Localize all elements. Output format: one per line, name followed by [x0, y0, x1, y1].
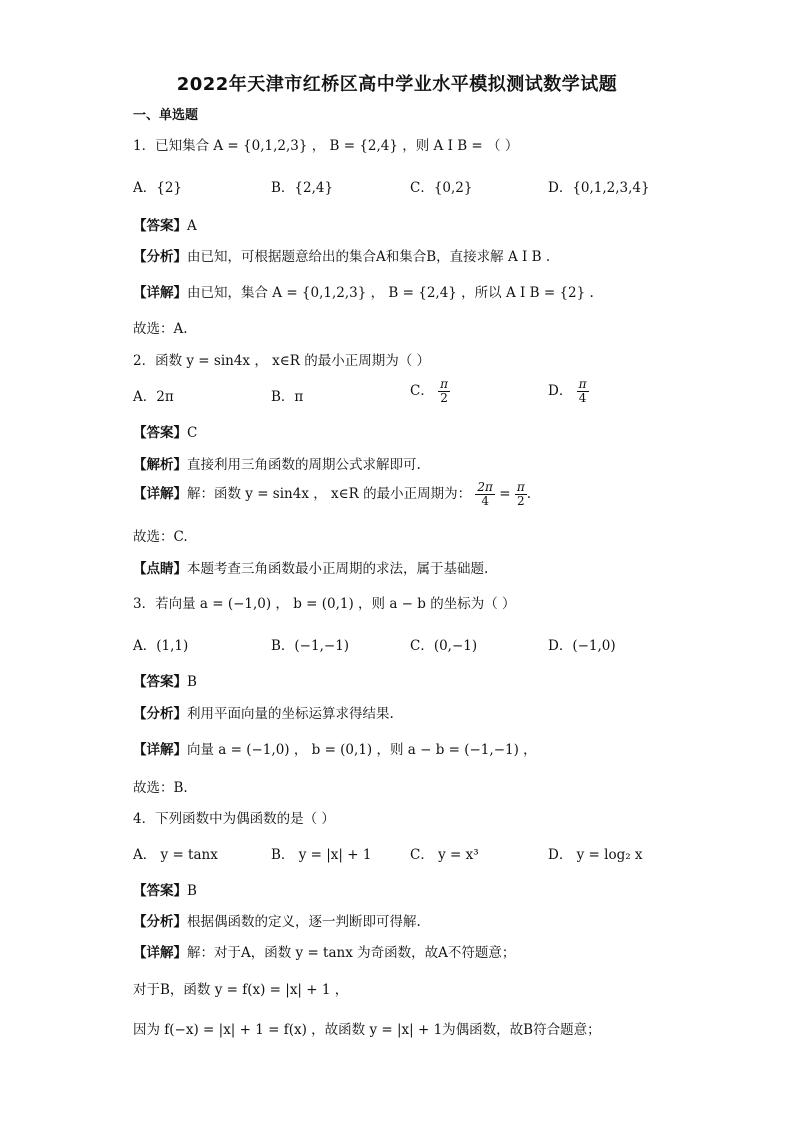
- answer-tag: 【答案】: [133, 674, 187, 690]
- answer-value: B: [187, 883, 197, 899]
- q3-option-c: C．(0,−1): [410, 638, 478, 654]
- analysis-tag: 【分析】: [133, 706, 187, 722]
- detail-text: 解：对于A，函数 y = tanx 为奇函数，故A不符题意；: [187, 945, 516, 961]
- q3-option-a: A．(1,1): [133, 638, 189, 654]
- fraction-numerator: π: [578, 377, 587, 391]
- q2-stem: 2．函数 y = sin4x ， x∈R 的最小正周期为（ ）: [133, 353, 430, 369]
- fraction-denominator: 4: [578, 391, 587, 406]
- period: .: [526, 486, 532, 503]
- fraction: [475, 481, 495, 508]
- analysis-tag: 【分析】: [133, 249, 187, 265]
- analysis-text: 根据偶函数的定义，逐一判断即可得解.: [187, 914, 421, 930]
- q1-option-c: C．{0,2}: [410, 180, 473, 196]
- analysis-tag: 【解析】: [133, 457, 187, 473]
- q2-option-d: [548, 378, 589, 405]
- option-label: C．: [410, 383, 434, 400]
- q2-comment: [133, 557, 488, 577]
- q4-option-d: D． y = log₂ x: [548, 847, 643, 863]
- comment-text: 本题考查三角函数最小正周期的求法，属于基础题.: [187, 561, 489, 577]
- option-label: D．: [548, 383, 573, 400]
- q2-answer: [133, 421, 197, 441]
- q4-detail: [133, 941, 515, 961]
- detail-tag: 【详解】: [133, 945, 187, 961]
- document-title: 2022年天津市红桥区高中学业水平模拟测试数学试题: [176, 74, 618, 95]
- equals-sign: =: [499, 486, 511, 503]
- fraction: [515, 481, 527, 508]
- q4-option-a: A． y = tanx: [133, 847, 218, 863]
- fraction-denominator: 2: [516, 494, 525, 509]
- q3-option-d: D．(−1,0): [548, 638, 616, 654]
- q2-option-c: [410, 378, 450, 405]
- q4-option-c: C． y = x³: [410, 847, 479, 863]
- detail-text: 由已知，集合 A = {0,1,2,3} ， B = {2,4} ，所以 A I B = {2} .: [187, 285, 594, 301]
- q1-option-a: A．{2}: [133, 180, 183, 196]
- answer-tag: 【答案】: [133, 883, 187, 899]
- fraction-denominator: 2: [440, 391, 448, 406]
- analysis-text: 利用平面向量的坐标运算求得结果.: [187, 706, 394, 722]
- q3-stem: 3．若向量 a = (−1,0) ， b = (0,1) ，则 a − b 的坐标为（ ）: [133, 596, 516, 612]
- detail-tag: 【详解】: [133, 742, 187, 758]
- fraction-numerator: π: [516, 480, 525, 494]
- q1-stem: 1．已知集合 A = {0,1,2,3} ， B = {2,4} ，则 A I B = （ ）: [133, 138, 519, 154]
- analysis-tag: 【分析】: [133, 914, 187, 930]
- fraction: [577, 378, 589, 405]
- q3-choice: 故选：B.: [133, 780, 188, 796]
- answer-value: B: [187, 674, 197, 690]
- detail-tag: 【详解】: [133, 285, 187, 301]
- analysis-text: 由已知，可根据题意给出的集合A和集合B，直接求解 A I B .: [187, 249, 551, 265]
- q1-option-b: B．{2,4}: [271, 180, 334, 196]
- answer-tag: 【答案】: [133, 425, 187, 441]
- comment-tag: 【点睛】: [133, 561, 187, 577]
- fraction: [438, 378, 450, 405]
- detail-text: 解：函数 y = sin4x ， x∈R 的最小正周期为：: [187, 486, 472, 503]
- answer-tag: 【答案】: [133, 218, 187, 234]
- q2-detail: [133, 481, 531, 508]
- q3-detail: [133, 738, 537, 758]
- fraction-numerator: π: [440, 377, 449, 391]
- q3-answer: [133, 670, 197, 690]
- answer-value: A: [187, 218, 197, 234]
- answer-value: C: [187, 425, 198, 441]
- q2-analysis: [133, 453, 421, 473]
- detail-text: 向量 a = (−1,0) ， b = (0,1) ，则 a − b = (−1,−1) ，: [187, 742, 537, 758]
- q4-stem: 4．下列函数中为偶函数的是（ ）: [133, 811, 335, 827]
- q2-choice: 故选：C.: [133, 529, 188, 545]
- q4-detail-line-c: 因为 f(−x) = |x| + 1 = f(x) ，故函数 y = |x| + 1为偶函数，故B符合题意；: [133, 1022, 601, 1038]
- q4-analysis: [133, 910, 421, 930]
- fraction-denominator: 4: [481, 494, 489, 509]
- fraction-numerator: 2π: [477, 480, 493, 494]
- q1-option-d: D．{0,1,2,3,4}: [548, 180, 650, 196]
- q2-option-a: A．2π: [133, 389, 174, 405]
- q1-analysis: [133, 245, 550, 265]
- q2-option-b: B．π: [271, 389, 304, 405]
- q4-answer: [133, 879, 197, 899]
- q4-option-b: B． y = |x| + 1: [271, 847, 372, 863]
- q3-option-b: B．(−1,−1): [271, 638, 350, 654]
- q1-answer: [133, 214, 197, 234]
- analysis-text: 直接利用三角函数的周期公式求解即可.: [187, 457, 421, 473]
- q1-detail: [133, 281, 594, 301]
- q3-analysis: [133, 702, 394, 722]
- section-heading: 一、单选题: [133, 108, 199, 123]
- detail-tag: 【详解】: [133, 486, 187, 503]
- q1-choice: 故选：A.: [133, 321, 188, 337]
- q4-detail-line-b: 对于B，函数 y = f(x) = |x| + 1 ，: [133, 982, 349, 998]
